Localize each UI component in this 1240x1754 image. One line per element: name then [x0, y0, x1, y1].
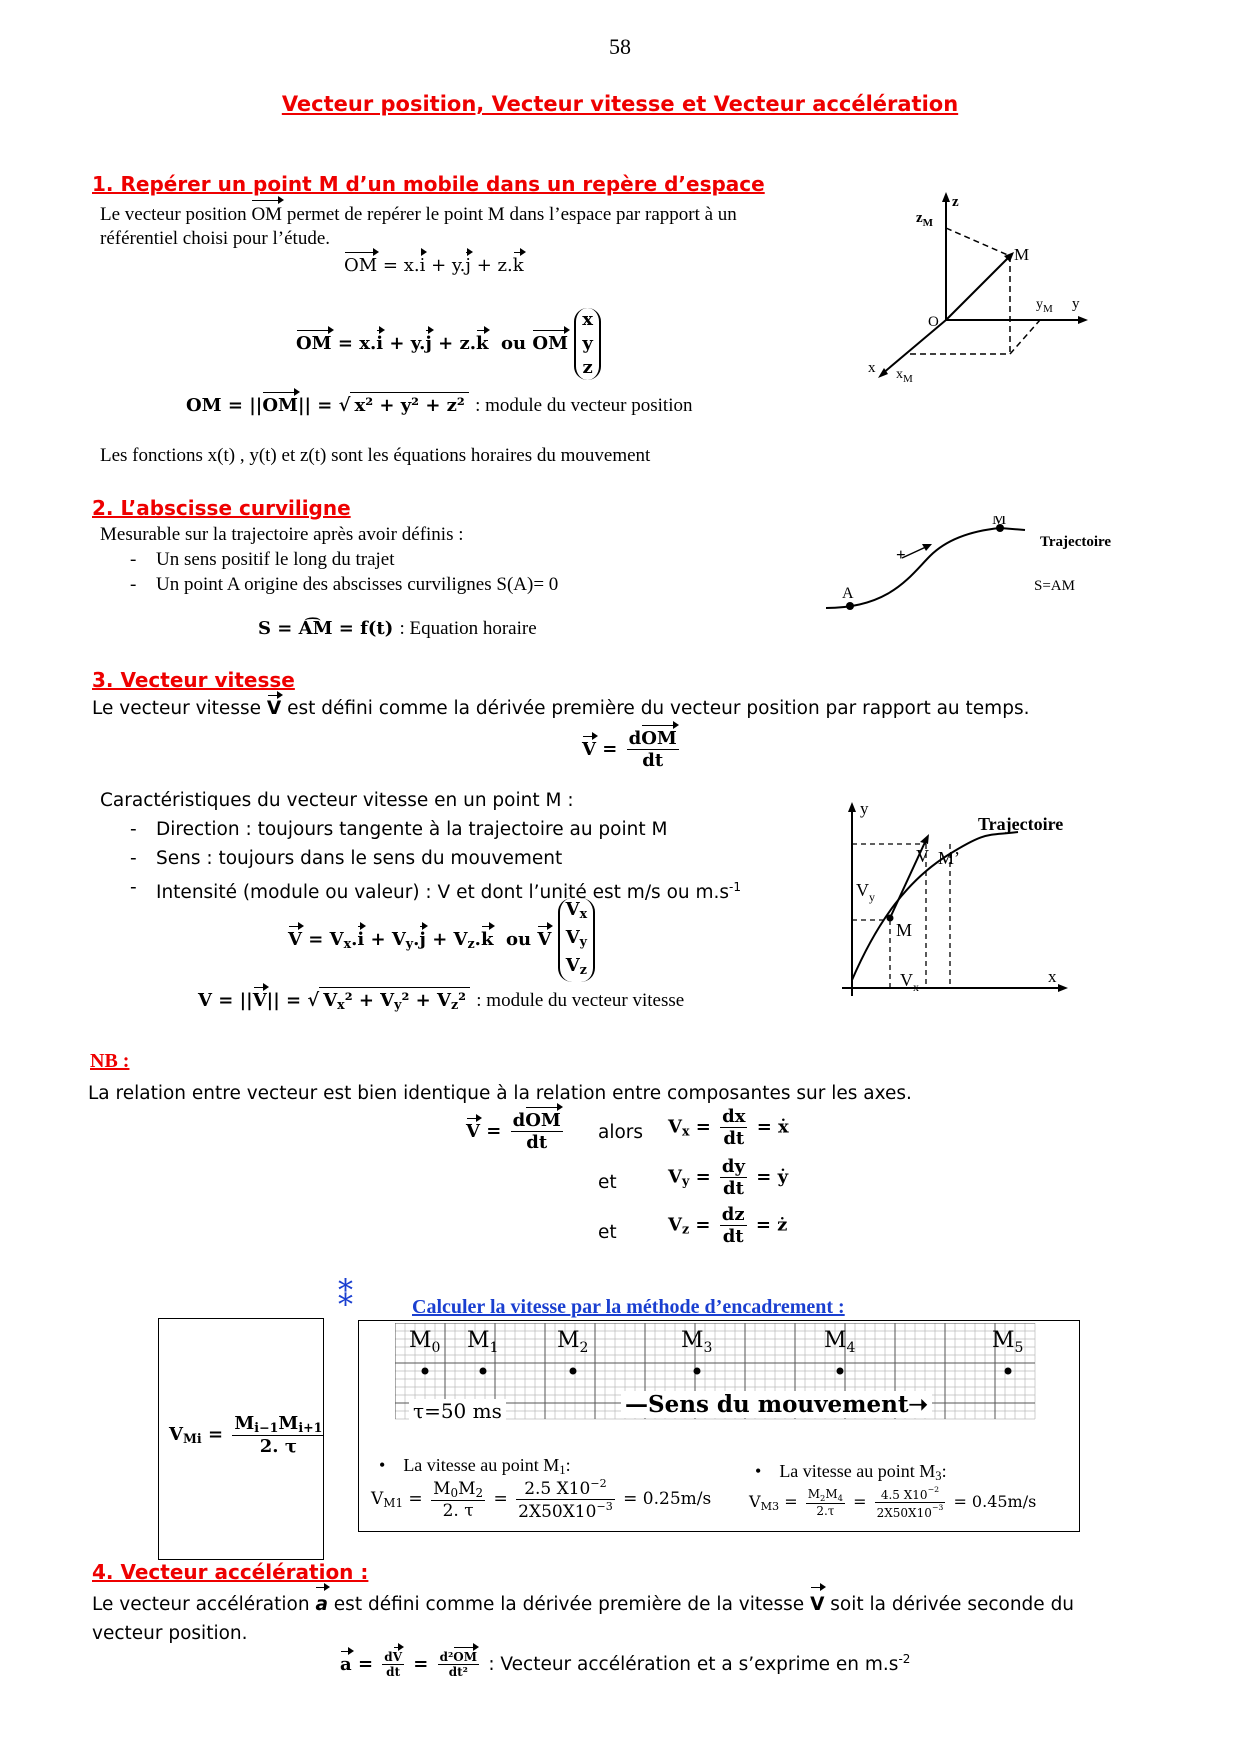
nb-text: La relation entre vecteur est bien identique à la relation entre composantes sur les axes.	[88, 1083, 912, 1104]
svg-text:Vx: $V_x$	[900, 970, 919, 994]
list-item: - Direction : toujours tangente à la trajectoire au point M	[100, 815, 741, 844]
nb-label: NB :	[90, 1050, 130, 1072]
bullet-m3: • La vitesse au point $M_3$:	[755, 1461, 947, 1483]
svg-text:+: +	[896, 545, 906, 564]
position-point-m2	[570, 1368, 577, 1375]
section-1-heading: 1. Repérer un point M d’un mobile dans un repère d’espace	[92, 172, 765, 196]
position-label-m1: $M_1$	[467, 1328, 499, 1356]
vx-equation: $V_x$ = $\frac{dx}{dt}$ = ẋ	[668, 1106, 789, 1149]
svg-text:yM: $y_M$	[1036, 297, 1053, 315]
svg-text:zM: $z_M$	[916, 210, 934, 229]
position-point-m4	[837, 1368, 844, 1375]
position-equation-2: OM = x.i + y.j + z.k ou OM x y z	[296, 308, 601, 380]
svg-text:A: A	[842, 585, 854, 602]
position-equation-1: OM = x.i + y.j + z.k	[344, 255, 524, 276]
list-item: - Sens : toujours dans le sens du mouvement	[100, 844, 741, 873]
section-3-definition: Le vecteur vitesse V est défini comme la dérivée première du vecteur position par rapport au temps.	[92, 698, 1030, 719]
section-4-heading: 4. Vecteur accélération :	[92, 1560, 369, 1584]
position-point-m1	[480, 1368, 487, 1375]
svg-text:Trajectoire: Trajectoire	[1040, 534, 1112, 550]
velocity-module-equation: V = ||V|| = √ $V_x^2 + V_y^2 + V_z^2$ : module du vecteur vitesse	[198, 990, 684, 1012]
svg-text:Vy: $V_y$	[856, 880, 875, 904]
position-label-m0: $M_0$	[409, 1328, 441, 1356]
section-3-heading: 3. Vecteur vitesse	[92, 668, 295, 692]
velocity-components-equation: $V = V_x.i + V_y.j + V_z.k$ ou V $V_x$ $V_y$ $V_z$	[288, 898, 595, 982]
position-point-m0	[422, 1368, 429, 1375]
svg-text:O: O	[928, 314, 939, 330]
v-m1-equation: $V_{M1}$ = $\frac{M_0M_2}{2. \tau}$ = $\frac{2.5 X10^{-2}}{2X50X10^{-3}}$ = 0.25m/s	[371, 1477, 712, 1522]
sens-label: —Sens du mouvement➝	[621, 1391, 932, 1418]
acceleration-equation: a = $\frac{dV}{dt}$ = $\frac{\text{d²OM}}{\text{dt²}}$ : Vecteur accélération et a s’exprime en $m.s^{-2}$	[340, 1650, 911, 1679]
curviligne-equation: S = A͡M = f(t) : Equation horaire	[258, 618, 537, 639]
section-2-body: Mesurable sur la trajectoire après avoir définis : - Un sens positif le long du trajet - Un point A origine des abscisses curvilignes S(A)= 0	[100, 522, 558, 597]
list-item: - Intensité (module ou valeur) : V et dont l’unité est m/s ou $m.s^{-1}$	[100, 873, 741, 907]
encadrement-box	[358, 1320, 1080, 1532]
position-label-m3: $M_3$	[681, 1328, 713, 1356]
nb-et-2: et	[598, 1222, 617, 1243]
svg-text:x: x	[868, 360, 876, 376]
svg-text:y: y	[860, 800, 869, 818]
nb-velocity-equation: V = $\frac{\text{dOM}}{dt}$	[466, 1110, 561, 1153]
velocity-derivative-equation: V = $\frac{\text{dOM}}{dt}$	[582, 728, 677, 771]
svg-text:x: x	[1048, 967, 1057, 986]
position-module-equation: OM = ||OM|| = √ x² + y² + z² : module du vecteur position	[186, 395, 692, 417]
svg-text:z: z	[952, 194, 959, 210]
list-item: - Un point A origine des abscisses curvilignes S(A)= 0	[100, 572, 558, 597]
list-item: - Un sens positif le long du trajet	[100, 547, 558, 572]
axes-3d-diagram	[860, 192, 1100, 397]
svg-text:M: M	[992, 516, 1007, 528]
svg-text:M’: M’	[938, 848, 960, 868]
svg-text:Trajectoire: Trajectoire	[978, 814, 1064, 834]
stars-icon: ⁑	[338, 1279, 353, 1314]
section-1-paragraph: Le vecteur position OM permet de repérer le point M dans l’espace par rapport à un référentiel choisi pour l’étude.	[100, 204, 737, 249]
trajectory-diagram	[820, 516, 1140, 621]
svg-text:xM: $x_M$	[896, 367, 913, 385]
vz-equation: $V_z$ = $\frac{dz}{dt}$ = ż	[668, 1204, 788, 1247]
position-label-m2: $M_2$	[557, 1328, 589, 1356]
position-label-m5: $M_5$	[992, 1328, 1024, 1356]
horaires-text: Les fonctions x(t) , y(t) et z(t) sont les équations horaires du mouvement	[100, 445, 651, 466]
tau-label: τ=50 ms	[409, 1399, 506, 1423]
position-label-m4: $M_4$	[824, 1328, 856, 1356]
svg-text:S=AM: S=AM	[1034, 578, 1075, 594]
v-m3-equation: $V_{M3}$ = $\frac{M_2M_4}{2.\tau}$ = $\frac{4.5 X10^{-2}}{2X50X10^{-3}}$ = 0.45m/s	[749, 1485, 1037, 1520]
svg-text:M: M	[1014, 245, 1030, 264]
page-number: 58	[609, 34, 631, 59]
nb-alors: alors	[598, 1122, 644, 1143]
position-point-m5	[1005, 1368, 1012, 1375]
velocity-characteristics: Caractéristiques du vecteur vitesse en un point M : - Direction : toujours tangente à la trajectoire au point M - Sens : toujours dans le sens du mouvement - Intensité (module ou valeur) : V et dont l’unité est m/s ou $m.s^{-1}$	[100, 786, 741, 907]
section-4-definition: Le vecteur accélération a est défini comme la dérivée première de la vitesse V soit la dérivée seconde du vecteur position.	[92, 1590, 1172, 1648]
svg-text:y: y	[1072, 296, 1080, 312]
velocity-diagram	[838, 800, 1098, 1005]
svg-text:M: M	[896, 920, 913, 940]
position-point-m3	[694, 1368, 701, 1375]
nb-et-1: et	[598, 1172, 617, 1193]
vy-equation: $V_y$ = $\frac{dy}{dt}$ = ẏ	[668, 1156, 789, 1199]
section-2-heading: 2. L’abscisse curviligne	[92, 496, 351, 520]
svg-text:V: V	[916, 846, 929, 866]
formula-box: $V_{Mi}$ = $\frac{M_{i-1}M_{i+1}}{2. \tau}$	[158, 1318, 324, 1560]
bullet-m1: • La vitesse au point $M_1$:	[379, 1455, 571, 1477]
encadrement-title: Calculer la vitesse par la méthode d’encadrement :	[412, 1296, 845, 1318]
page-title: Vecteur position, Vecteur vitesse et Vecteur accélération	[281, 92, 959, 116]
